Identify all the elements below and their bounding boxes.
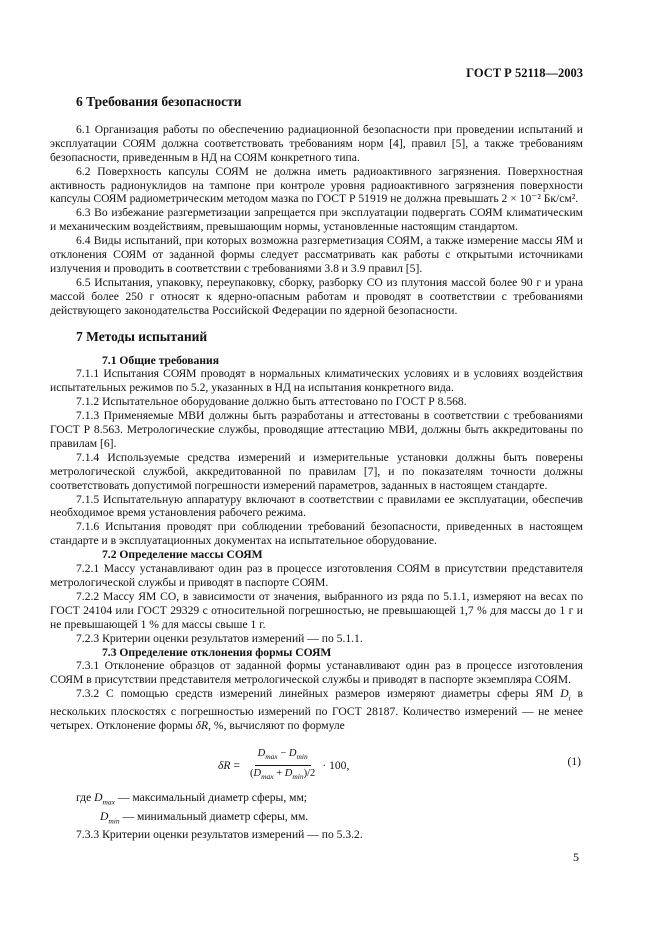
p732-text-c: , %, вычисляют по формуле bbox=[208, 719, 345, 733]
paragraph-7-2-2: 7.2.2 Массу ЯМ СО, в зависимости от значения, выбранного из ряда по 5.1.1, измеряют на весах по ГОСТ 24104 или ГОСТ 29329 с относительной погрешностью, не превышающей 1,7 % для массы до 1 г и не превышающей 1 % для массы свыше 1 г. bbox=[50, 589, 583, 631]
p732-text-b: в нескольких плоскостях с погрешностью измерений по ГОСТ 28187. Количество измерений — не менее четырех. Отклонение формы bbox=[50, 687, 583, 733]
paragraph-7-1-6: 7.1.6 Испытания проводят при соблюдении требований безопасности, приведенных в настоящем стандарте и в эксплуатационных документах на испытательное оборудование. bbox=[50, 520, 583, 548]
formula-expression bbox=[218, 747, 349, 784]
document-header: ГОСТ Р 52118—2003 bbox=[466, 66, 583, 80]
paragraph-7-2-3: 7.2.3 Критерии оценки результатов измерений — по 5.1.1. bbox=[76, 631, 363, 645]
where-dmax: где $D_{max}$ — максимальный диаметр сферы, мм; bbox=[76, 791, 308, 807]
page-number: 5 bbox=[573, 850, 579, 864]
paragraph-6-2: 6.2 Поверхность капсулы СОЯМ не должна иметь радиоактивного загрязнения. Поверхностная активность радионуклидов на тампоне при контроле уровня радиоактивного загрязнения поверхности капсулы СОЯМ радиометрическим методом мазка по ГОСТ Р 51919 не должна превышать 2 × 10⁻² Бк/см². bbox=[50, 164, 583, 206]
section-7-title: 7 Методы испытаний bbox=[76, 328, 208, 344]
page-content bbox=[50, 95, 583, 842]
paragraph-7-2-1: 7.2.1 Массу устанавливают один раз в процессе изготовления СОЯМ в присутствии представителя метрологической службы и приводят в паспорте СОЯМ. bbox=[50, 562, 583, 589]
formula-equals: = bbox=[233, 758, 241, 772]
formula-denominator: $(D_{max} + D_{min})/2$ bbox=[250, 768, 316, 782]
paragraph-7-3-3: 7.3.3 Критерии оценки результатов измерений — по 5.3.2. bbox=[76, 827, 363, 841]
paragraph-7-1-3: 7.1.3 Применяемые МВИ должны быть разработаны и аттестованы в соответствии с требованиями ГОСТ Р 8.563. Метрологические службы, проводящие аттестацию МВИ, должны быть аккредитованы по правилам [6]. bbox=[50, 409, 583, 450]
paragraph-7-3-1: 7.3.1 Отклонение образцов от заданной формы устанавливают один раз в процессе изготовления СОЯМ в присутствии представителя метрологической службы и приводят в паспорте экземпляра СОЯМ. bbox=[50, 659, 583, 687]
paragraph-6-5: 6.5 Испытания, упаковку, переупаковку, сборку, разборку СО из плутония массой более 90 г и урана массой более 250 г относят к ядерно-опасным работам и проводят в соответствии с требованиями действующего законодательства Российской Федерации по ядерной безопасности. bbox=[50, 275, 583, 317]
formula-1 bbox=[50, 741, 583, 785]
where-dmin: $D_{min}$ — минимальный диаметр сферы, мм. bbox=[100, 809, 309, 825]
paragraph-6-1: 6.1 Организация работы по обеспечению радиационной безопасности при проведении испытаний и эксплуатации СОЯМ должна соответствовать требованиям норм [4], правил [5], а также требованиям безопасности, приведенным в НД на СОЯМ конкретного типа. bbox=[50, 122, 583, 164]
paragraph-7-1-4: 7.1.4 Используемые средства измерений и измерительные установки должны быть поверены метрологической службой, аккредитованной по правилам [7], и по показателям точности должны соответствовать допустимой погрешности измерений параметров, заданных в настоящем стандарте. bbox=[50, 450, 583, 492]
section-6-title: 6 Требования безопасности bbox=[76, 94, 242, 109]
p732-di: $D_i$ bbox=[560, 687, 571, 703]
subsection-7-3-title: 7.3 Определение отклонения формы СОЯМ bbox=[102, 645, 332, 659]
paragraph-7-1-5: 7.1.5 Испытательную аппаратуру включают в соответствии с правилами ее эксплуатации, обеспечив необходимое время установления рабочего режима. bbox=[50, 492, 583, 520]
paragraph-6-4: 6.4 Виды испытаний, при которых возможна разгерметизация СОЯМ, а также измерение массы ЯМ и отклонения СОЯМ от заданной формы следует рассматривать как работы с открытыми источниками излучения и проводить в соответствии с требованиями 3.8 и 3.9 правил [5]. bbox=[50, 234, 583, 275]
paragraph-7-1-2: 7.1.2 Испытательное оборудование должно быть аттестовано по ГОСТ Р 8.568. bbox=[76, 395, 467, 409]
paragraph-7-1-1: 7.1.1 Испытания СОЯМ проводят в нормальных климатических условиях и в условиях воздействия испытательных режимов по 5.2, указанных в НД на испытания конкретного вида. bbox=[50, 367, 583, 395]
formula-tail: · 100, bbox=[322, 758, 350, 772]
p732-text-a: 7.3.2 С помощью средств измерений линейных размеров измеряют диаметры сферы ЯМ bbox=[76, 687, 561, 701]
subsection-7-2-title: 7.2 Определение массы СОЯМ bbox=[102, 548, 263, 562]
subsection-7-1-title: 7.1 Общие требования bbox=[102, 353, 219, 367]
formula-number: (1) bbox=[567, 755, 581, 769]
p732-dr: δR bbox=[195, 719, 209, 733]
paragraph-7-3-2 bbox=[50, 687, 583, 733]
paragraph-6-3: 6.3 Во избежание разгерметизации запрещается при эксплуатации подвергать СОЯМ климатическим и механическим воздействиям, превышающим нормы, установленные настоящим стандартом. bbox=[50, 206, 583, 234]
formula-lhs: δR bbox=[218, 758, 231, 772]
formula-numerator: $D_{max} - D_{min}$ bbox=[255, 747, 311, 766]
formula-fraction bbox=[247, 747, 318, 784]
